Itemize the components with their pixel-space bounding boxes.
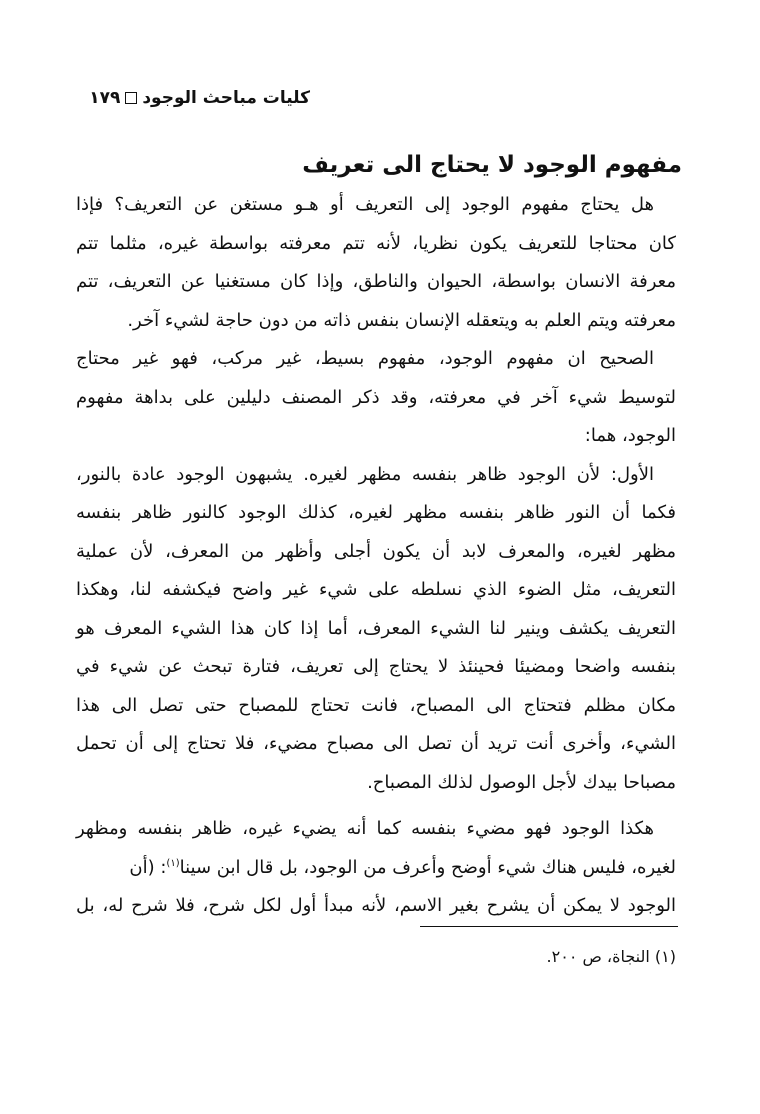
separator-square-icon xyxy=(125,92,137,104)
text-line: الوجود لا يمكن أن يشرح بغير الاسم، لأنه مبدأ أول لكل شرح، فلا شرح له، بل xyxy=(76,895,676,916)
text-segment: : (أن xyxy=(129,856,167,878)
text-line: هكذا الوجود فهو مضيء بنفسه كما أنه يضيء غيره، ظاهر بنفسه ومظهر xyxy=(76,818,654,839)
text-line: لتوسيط شيء آخر في معرفته، وقد ذكر المصنف دليلين على بداهة مفهوم xyxy=(76,386,676,408)
running-header xyxy=(60,88,310,108)
footnote-divider xyxy=(420,926,678,927)
footnote: (١) النجاة، ص ٢٠٠. xyxy=(546,947,676,966)
text-line: التعريف يكشف وينير لنا الشيء المعرف، أما إذا كان هذا الشيء المعرف هو xyxy=(76,617,676,639)
text-line: الصحيح ان مفهوم الوجود، مفهوم بسيط، غير مركب، فهو غير محتاج xyxy=(76,348,654,369)
text-line: مظهر لغيره، والمعرف لابد أن يكون أجلى وأظهر من المعرف، لأن عملية xyxy=(76,540,676,562)
text-segment: لغيره، فليس هناك شيء أوضح وأعرف من الوجود، بل قال ابن سينا xyxy=(179,856,676,878)
text-line: الشيء، وأخرى أنت تريد أن تصل الى مصباح مضيء، فلا تحتاج إلى أن تحمل xyxy=(76,733,676,754)
text-line: بنفسه واضحا ومضيئا فحينئذ لا يحتاج إلى تعريف، فتارة تبحث عن شيء في xyxy=(76,656,676,677)
text-line: كان محتاجا للتعريف يكون نظريا، لأنه تتم معرفته بواسطة غيره، مثلما تتم xyxy=(76,232,676,254)
body-text xyxy=(76,186,676,926)
text-line: فكما أن النور ظاهر بنفسه مظهر لغيره، كذلك الوجود كالنور ظاهر بنفسه xyxy=(76,502,676,523)
text-line: مصباحا بيدك لأجل الوصول لذلك المصباح. xyxy=(367,771,676,793)
section-title: مفهوم الوجود لا يحتاج الى تعريف xyxy=(302,152,682,178)
text-line: معرفته ويتم العلم به ويتعقله الإنسان بنفس ذاته من دون حاجة لشيء آخر. xyxy=(127,309,676,331)
text-line: هل يحتاج مفهوم الوجود إلى التعريف أو هـو مستغن عن التعريف؟ فإذا xyxy=(76,194,654,215)
footnote-marker[interactable]: (١) xyxy=(166,857,180,869)
text-line-with-footnote xyxy=(76,849,676,888)
text-line: مكان مظلم فتحتاج الى المصباح، فانت تحتاج للمصباح حتى تصل الى هذا xyxy=(76,694,676,716)
text-line: الأول: لأن الوجود ظاهر بنفسه مظهر لغيره. يشبهون الوجود عادة بالنور، xyxy=(76,463,654,485)
page-number: ١٧٩ xyxy=(89,88,121,108)
text-line: التعريف، مثل الضوء الذي نسلطه على شيء غير واضح فيكشفه لنا، وهكذا xyxy=(76,579,676,600)
book-title: كليات مباحث الوجود xyxy=(142,88,310,108)
text-line: معرفة الانسان بواسطة، الحيوان والناطق، وإذا كان مستغنيا عن التعريف، تتم xyxy=(76,271,676,292)
text-line: الوجود، هما: xyxy=(584,425,676,446)
